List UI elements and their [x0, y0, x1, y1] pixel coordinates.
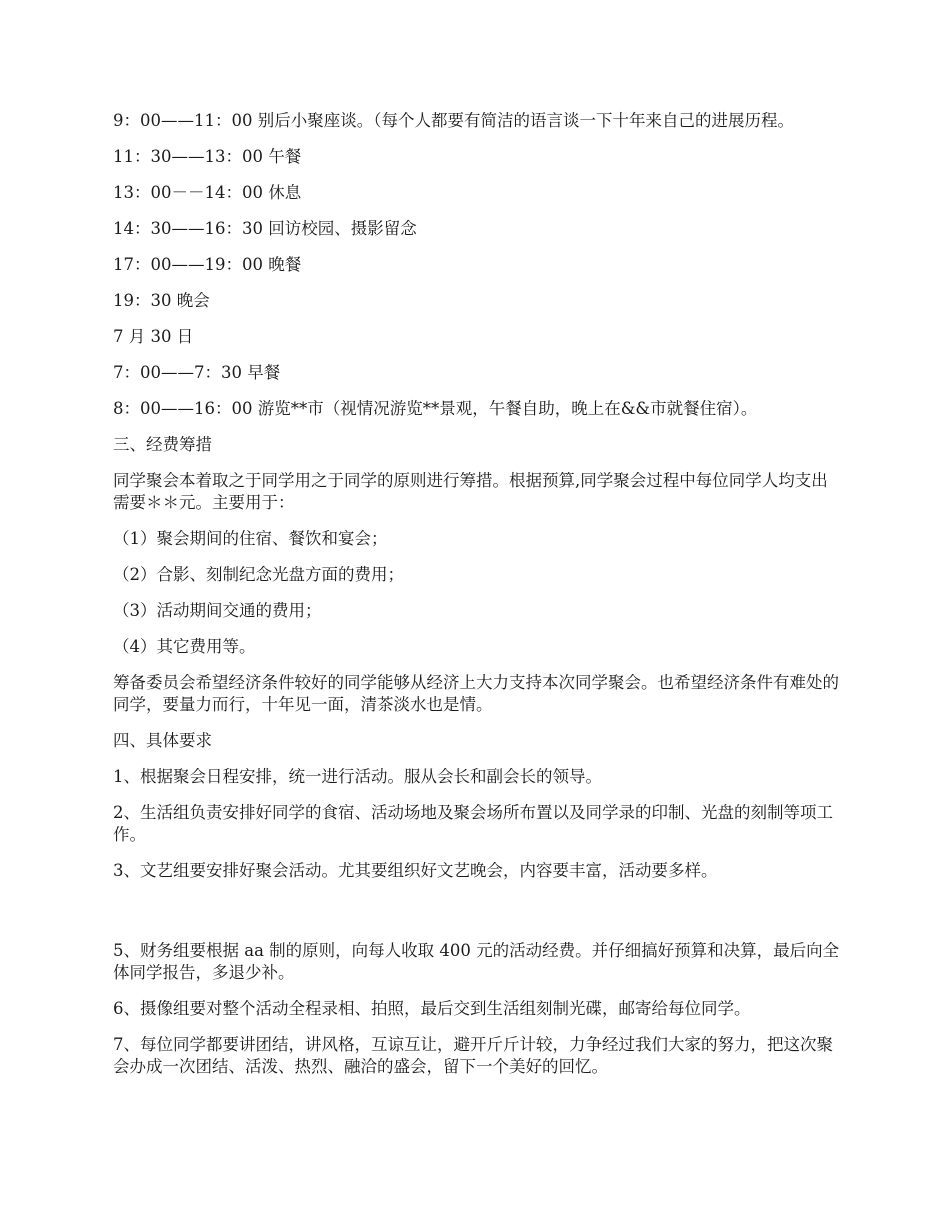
schedule-item-campus-visit: 14：30——16：30 回访校园、摄影留念: [113, 219, 417, 238]
section-heading-funding: 三、经费筹措: [113, 435, 212, 454]
funding-item-3: （3）活动期间交通的费用；: [113, 601, 322, 620]
funding-appeal: 筹备委员会希望经济条件较好的同学能够从经济上大力支持本次同学聚会。也希望经济条件有难处的同学，要量力而行，十年见一面，清茶淡水也是情。: [113, 673, 839, 714]
schedule-item-lunch: 11：30——13：00 午餐: [113, 147, 302, 166]
schedule-item-discussion: 9：00——11：00 别后小聚座谈。（每个人都要有简洁的语言谈一下十年来自己的进展历程。: [113, 111, 794, 130]
schedule-item-breakfast: 7：00——7：30 早餐: [113, 363, 281, 382]
funding-item-4: （4）其它费用等。: [113, 637, 256, 656]
requirement-item-7: 7、每位同学都要讲团结，讲风格，互谅互让，避开斤斤计较，力争经过我们大家的努力，把这次聚会办成一次团结、活泼、热烈、融洽的盛会，留下一个美好的回忆。: [113, 1035, 833, 1076]
schedule-date-heading: 7 月 30 日: [113, 327, 194, 346]
schedule-item-party: 19：30 晚会: [113, 291, 210, 310]
requirement-item-2: 2、生活组负责安排好同学的食宿、活动场地及聚会场所布置以及同学录的印制、光盘的刻制等项工作。: [113, 803, 833, 844]
schedule-item-dinner: 17：00——19：00 晚餐: [113, 255, 302, 274]
document-body: [113, 110, 843, 1092]
funding-intro: 同学聚会本着取之于同学用之于同学的原则进行筹措。根据预算,同学聚会过程中每位同学人均支出需要＊＊元。主要用于：: [113, 471, 828, 512]
requirement-item-5: 5、财务组要根据 aa 制的原则，向每人收取 400 元的活动经费。并仔细搞好预算和决算，最后向全体同学报告，多退少补。: [113, 941, 840, 982]
schedule-item-sightseeing: 8：00——16：00 游览**市（视情况游览**景观，午餐自助，晚上在&&市就餐住宿）。: [113, 399, 758, 418]
requirement-item-6: 6、摄像组要对整个活动全程录相、拍照，最后交到生活组刻制光碟，邮寄给每位同学。: [113, 999, 751, 1018]
funding-item-1: （1）聚会期间的住宿、餐饮和宴会；: [113, 529, 388, 548]
section-heading-requirements: 四、具体要求: [113, 731, 212, 750]
funding-item-2: （2）合影、刻制纪念光盘方面的费用；: [113, 565, 404, 584]
requirement-item-1: 1、根据聚会日程安排，统一进行活动。服从会长和副会长的领导。: [113, 767, 602, 786]
schedule-item-rest: 13：00－－14：00 休息: [113, 183, 302, 202]
requirement-item-3: 3、文艺组要安排好聚会活动。尤其要组织好文艺晚会，内容要丰富，活动要多样。: [113, 861, 718, 880]
